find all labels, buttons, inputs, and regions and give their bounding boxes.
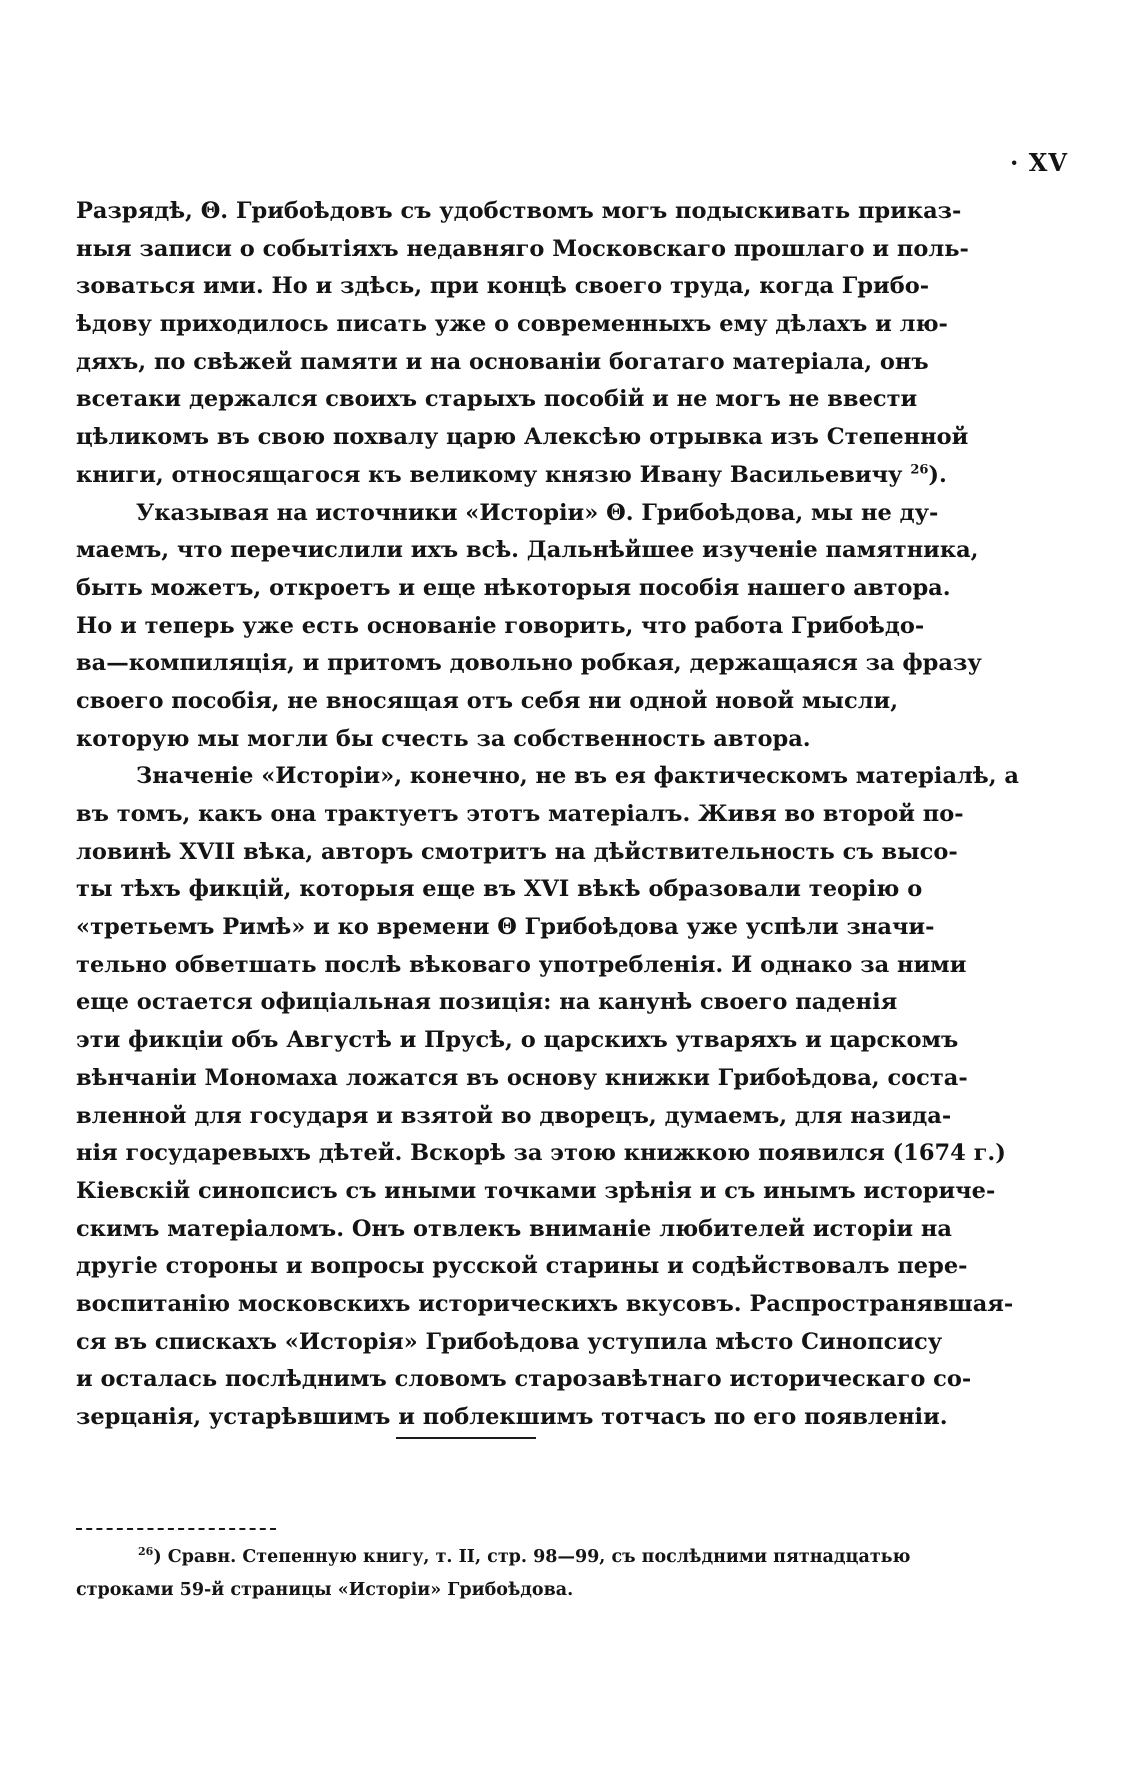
footnote-line: строками 59-й страницы «Исторіи» Грибоѣдова. [76,1580,574,1600]
footnote-marker-close: ) [153,1547,162,1567]
text-line [76,457,947,495]
text-line: быть можетъ, откроетъ и еще нѣкоторыя пособія нашего автора. [76,574,951,601]
text-line: вѣнчаніи Мономаха ложатся въ основу книжки Грибоѣдова, соста- [76,1064,968,1091]
text-line: своего пособія, не вносящая отъ себя ни одной новой мысли, [76,687,899,714]
footnote-reference: 26 [910,462,929,478]
text-line: вленной для государя и взятой во дворецъ, думаемъ, для назида- [76,1102,952,1129]
text-line: эти фикціи объ Августѣ и Прусѣ, о царскихъ утваряхъ и царскомъ [76,1027,959,1054]
text-line: зоваться ими. Но и здѣсь, при концѣ своего труда, когда Грибо- [76,273,930,300]
section-divider [396,1437,536,1439]
text-line: Разрядѣ, Θ. Грибоѣдовъ съ удобствомъ могъ подыскивать приказ- [76,198,962,224]
text-line: «третьемъ Римѣ» и ко времени Θ Грибоѣдова уже успѣли значи- [76,914,935,941]
text-line: и осталась послѣднимъ словомъ старозавѣтнаго историческаго со- [76,1366,972,1393]
text-line: маемъ, что перечислили ихъ всѣ. Дальнѣйшее изученіе памятника, [76,537,979,564]
footnote-line [76,1541,911,1574]
text-line: другіе стороны и вопросы русской старины и содѣйствовалъ пере- [76,1253,968,1280]
text-line: ныя записи о событіяхъ недавняго Московскаго прошлаго и поль- [76,235,969,262]
text-line: Кіевскій синопсисъ съ иными точками зрѣнія и съ инымъ историче- [76,1177,996,1204]
text-line: ва—компиляція, и притомъ довольно робкая, держащаяся за фразу [76,650,982,677]
page-number: · XV [1010,148,1068,177]
text-line: воспитанію московскихъ историческихъ вкусовъ. Распространявшая- [76,1290,1014,1317]
text-line: дяхъ, по свѣжей памяти и на основаніи богатаго матеріала, онъ [76,348,929,375]
text-line: ты тѣхъ фикцій, которыя еще въ XVI вѣкѣ образовали теорію о [76,876,923,903]
text-line-content: книги, относящагося къ великому князю Ивану Васильевичу [76,461,903,488]
text-line: которую мы могли бы счесть за собственность автора. [76,725,811,752]
footnotes [76,1541,911,1607]
text-line: Но и теперь уже есть основаніе говорить, что работа Грибоѣдо- [76,612,925,639]
footnote-divider [76,1528,276,1530]
text-line: Указывая на источники «Исторіи» Θ. Грибоѣдова, мы не ду- [136,499,939,526]
main-text [76,193,1019,1437]
text-line: всетаки держался своихъ старыхъ пособій и не могъ не ввести [76,386,918,413]
footnote-reference-close: ). [928,461,947,488]
text-line: тельно обветшать послѣ вѣковаго употребленія. И однако за ними [76,951,967,978]
text-line: ѣдову приходилось писать уже о современныхъ ему дѣлахъ и лю- [76,311,948,338]
footnote-text: Сравн. Степенную книгу, т. II, стр. 98—99, съ послѣдними пятнадцатью [167,1547,911,1567]
text-line: нія государевыхъ дѣтей. Вскорѣ за этою книжкою появился (1674 г.) [76,1140,1006,1167]
text-line: цѣликомъ въ свою похвалу царю Алексѣю отрывка изъ Степенной [76,424,969,451]
footnote-marker: 26 [138,1545,154,1559]
text-line: ловинѣ XVII вѣка, авторъ смотритъ на дѣйствительность съ высо- [76,838,958,865]
text-line: еще остается офиціальная позиція: на канунѣ своего паденія [76,989,898,1016]
text-line: скимъ матеріаломъ. Онъ отвлекъ вниманіе любителей исторіи на [76,1215,952,1242]
text-line: ся въ спискахъ «Исторія» Грибоѣдова уступила мѣсто Синопсису [76,1328,943,1355]
text-line: зерцанія, устарѣвшимъ и поблекшимъ тотчасъ по его появленіи. [76,1404,948,1430]
text-line: въ томъ, какъ она трактуетъ этотъ матеріалъ. Живя во второй по- [76,801,964,827]
text-line: Значеніе «Исторіи», конечно, не въ ея фактическомъ матеріалѣ, а [136,763,1019,790]
